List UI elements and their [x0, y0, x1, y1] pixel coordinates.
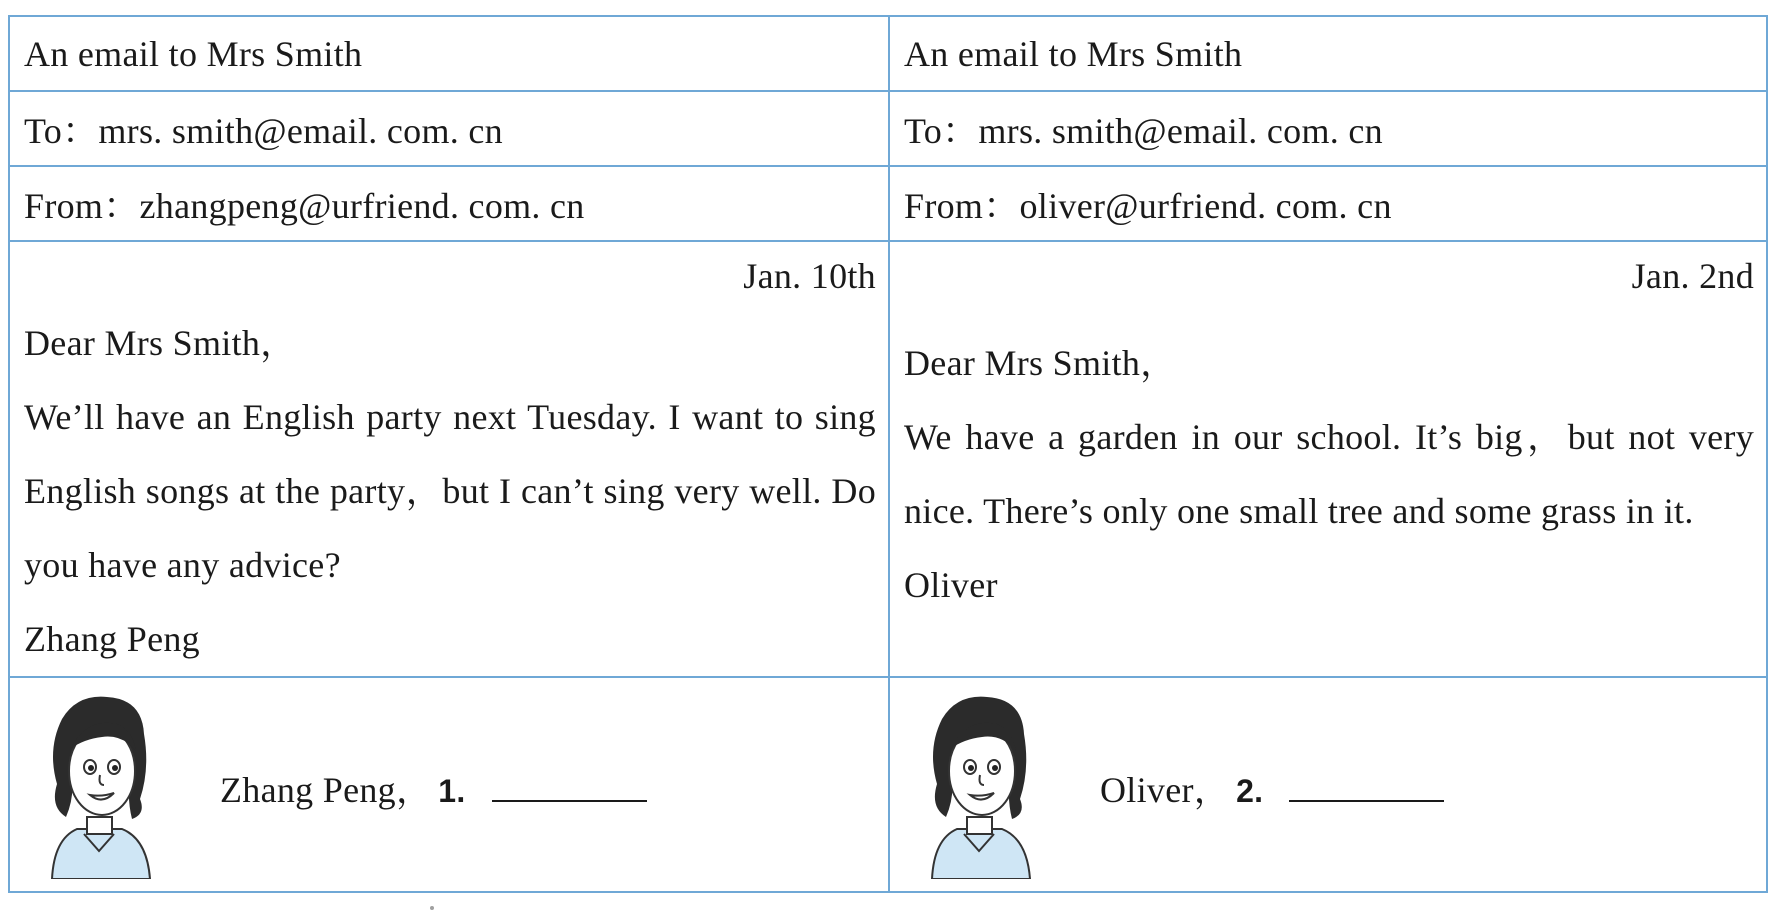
email-message: We’ll have an English party next Tuesday. I want to sing English songs at the party，but I can’t sing very well. Do you have any advice? — [24, 397, 876, 585]
email-body — [890, 242, 1766, 678]
question-number: 2. — [1236, 773, 1264, 809]
email-to-field: To：mrs. smith@email. com. cn — [10, 92, 888, 167]
mrs-smith-avatar-icon — [912, 689, 1047, 879]
answer-blank[interactable] — [492, 770, 647, 802]
stray-dot — [430, 906, 434, 910]
mrs-smith-avatar-icon — [32, 689, 167, 879]
email-from-field: From：zhangpeng@urfriend. com. cn — [10, 167, 888, 242]
email-from-field: From：oliver@urfriend. com. cn — [890, 167, 1766, 242]
question-number: 1. — [438, 773, 466, 809]
email-signature: Zhang Peng — [24, 619, 200, 659]
email-body — [10, 242, 888, 678]
answer-prompt: Zhang Peng， 1. — [220, 762, 647, 813]
email-title: An email to Mrs Smith — [890, 17, 1766, 92]
email-date: Jan. 2nd — [1631, 256, 1754, 296]
email-date: Jan. 10th — [743, 256, 876, 296]
answer-blank[interactable] — [1289, 770, 1444, 802]
email-signature: Oliver — [904, 565, 998, 605]
answer-prompt: Oliver， 2. — [1100, 762, 1444, 813]
answer-row — [890, 678, 1766, 891]
email-greeting: Dear Mrs Smith， — [24, 323, 297, 363]
email-exercise-table — [8, 15, 1768, 893]
answer-row — [10, 678, 888, 891]
email-column-zhang-peng — [10, 17, 890, 891]
email-message: We have a garden in our school. It’s big，but not very nice. There’s only one small tree and some grass in it. — [904, 417, 1754, 531]
email-to-field: To：mrs. smith@email. com. cn — [890, 92, 1766, 167]
email-greeting: Dear Mrs Smith， — [904, 343, 1177, 383]
email-title: An email to Mrs Smith — [10, 17, 888, 92]
email-column-oliver — [890, 17, 1766, 891]
